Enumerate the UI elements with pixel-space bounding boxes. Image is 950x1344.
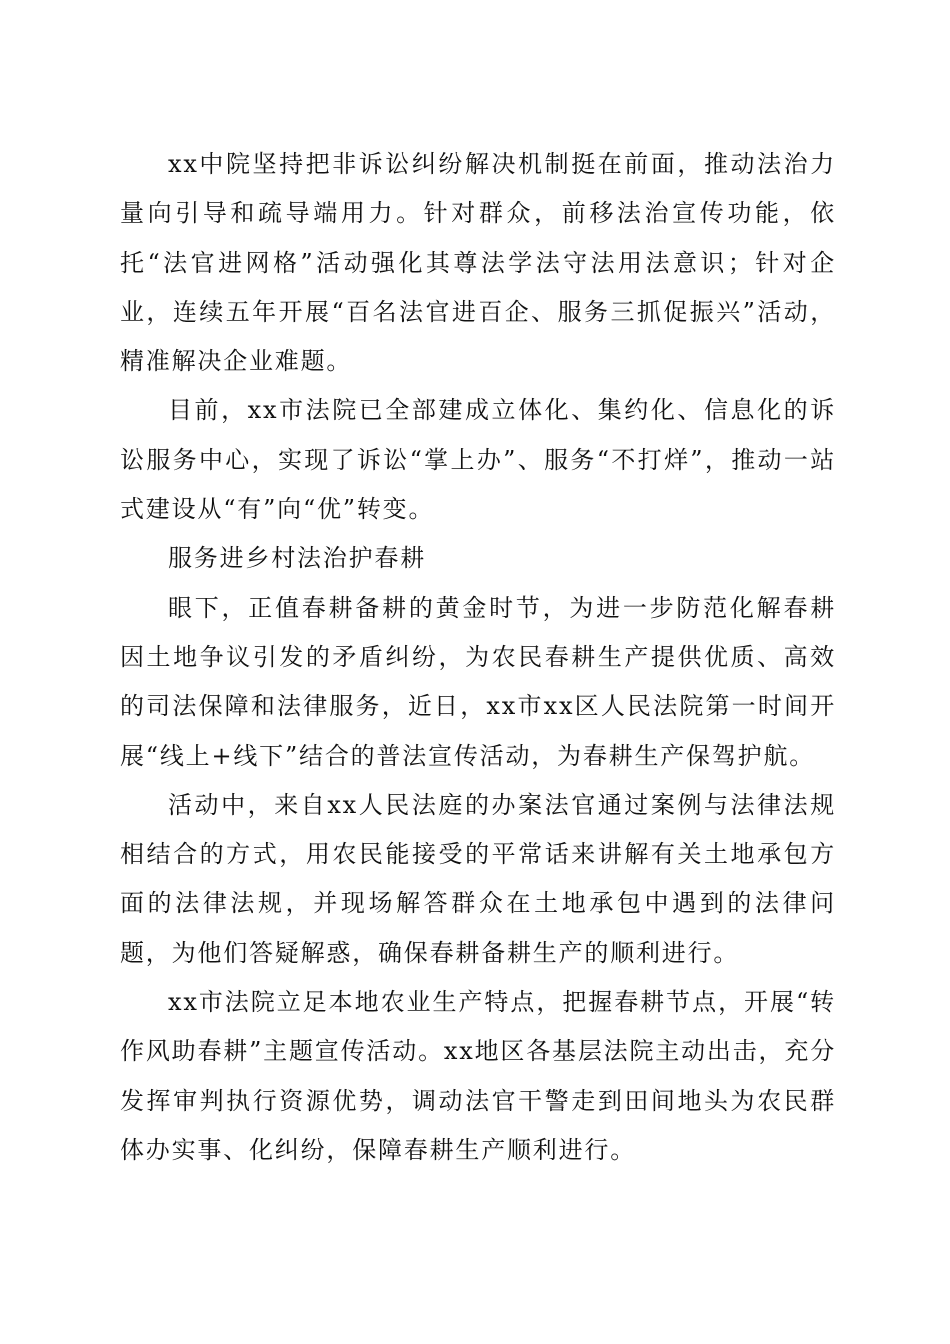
section-heading: 服务进乡村法治护春耕: [168, 544, 426, 573]
paragraph-litigation-service-center: 目前，xx市法院已全部建成立体化、集约化、信息化的诉讼服务中心，实现了诉讼“掌上办”、服务“不打烊”，推动一站式建设从“有”向“优”转变。: [120, 396, 836, 524]
paragraph-grassroots-courts: xx市法院立足本地农业生产特点，把握春耕节点，开展“转作风助春耕”主题宣传活动。xx地区各基层法院主动出击，充分发挥审判执行资源优势，调动法官干警走到田间地头为农民群体办实事、化纠纷，保障春耕生产顺利进行。: [120, 988, 836, 1164]
paragraph-spring-plowing-campaign: 眼下，正值春耕备耕的黄金时节，为进一步防范化解春耕因土地争议引发的矛盾纠纷，为农民春耕生产提供优质、高效的司法保障和法律服务，近日，xx市xx区人民法院第一时间开展“线上+线下”结合的普法宣传活动，为春耕生产保驾护航。: [120, 593, 836, 770]
paragraph-mediation-mechanism: xx中院坚持把非诉讼纠纷解决机制挺在前面，推动法治力量向引导和疏导端用力。针对群众，前移法治宣传功能，依托“法官进网格”活动强化其尊法学法守法用法意识；针对企业，连续五年开展“百名法官进百企、服务三抓促振兴”活动，精准解决企业难题。: [120, 150, 836, 376]
paragraph-judges-explain-law: 活动中，来自xx人民法庭的办案法官通过案例与法律法规相结合的方式，用农民能接受的平常话来讲解有关土地承包方面的法律法规，并现场解答群众在土地承包中遇到的法律问题，为他们答疑解惑，确保春耕备耕生产的顺利进行。: [120, 790, 836, 967]
document-body: [120, 140, 836, 1175]
